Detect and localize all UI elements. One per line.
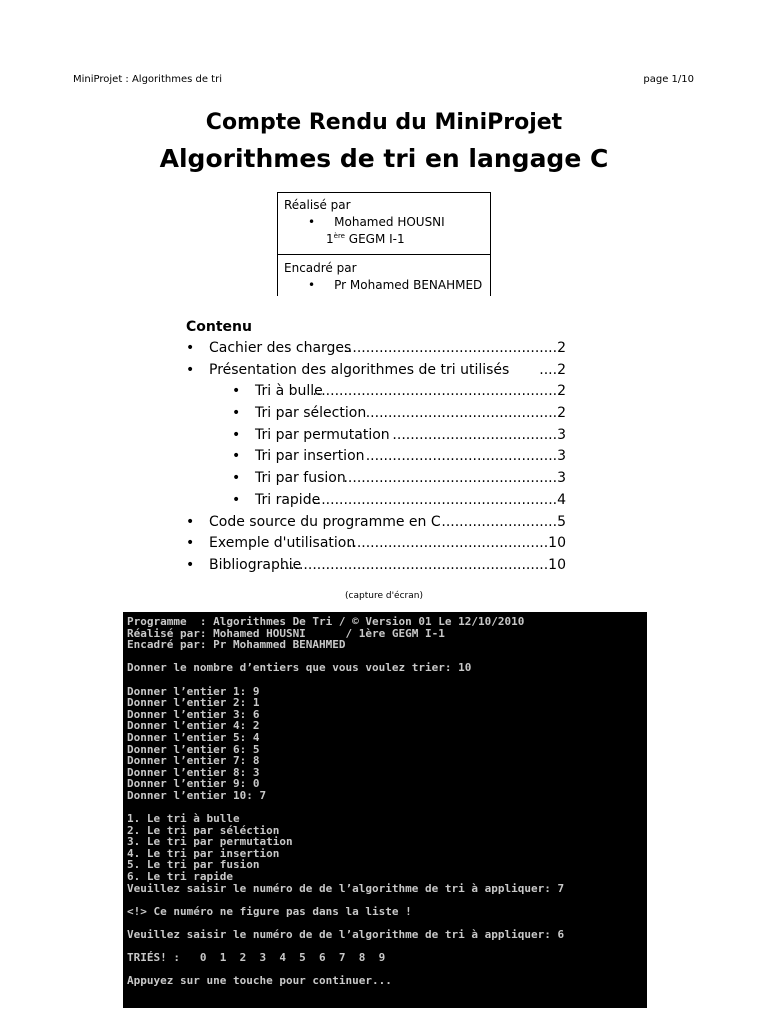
console-line: Donner l’entier 3: 6 [127, 707, 260, 721]
toc-item-text: Tri rapide [255, 491, 321, 508]
running-header-title: MiniProjet : Algorithmes de tri [73, 74, 222, 85]
author-line [284, 214, 484, 231]
toc-subitem [186, 468, 566, 490]
console-line: Donner l’entier 8: 3 [127, 765, 260, 779]
console-line: 6. Le tri rapide [127, 870, 233, 884]
console-line: 1. Le tri à bulle [127, 812, 240, 826]
bullet-icon: • [308, 278, 316, 292]
console-line: <!> Ce numéro ne figure pas dans la liste ! [127, 904, 412, 918]
console-line: Donner l’entier 1: 9 [127, 684, 260, 698]
toc-subitem [186, 425, 566, 447]
console-line: Donner l’entier 4: 2 [127, 719, 260, 733]
toc-item-leader: ....2 [539, 361, 566, 378]
console-line: Donner l’entier 2: 1 [127, 696, 260, 710]
page-number: page 1/10 [643, 74, 694, 85]
toc-item-leader: .......................................................4 [312, 491, 566, 508]
bullet-icon: • [186, 340, 195, 356]
console-line: Réalisé par: Mohamed HOUSNI / 1ère GEGM I-1 [127, 626, 445, 640]
bullet-icon: • [186, 556, 195, 573]
console-screenshot [123, 612, 647, 1008]
bullet-icon: • [186, 513, 195, 530]
bullet-icon: • [232, 405, 241, 422]
toc-item [186, 338, 566, 360]
console-line: Donner l’entier 10: 7 [127, 788, 267, 802]
bullet-icon: • [186, 535, 195, 552]
toc-item-leader: .......................................................2 [312, 383, 566, 400]
console-line: 4. Le tri par insertion [127, 846, 280, 860]
document-title: Compte Rendu du MiniProjet [205, 110, 563, 135]
console-line: Donner le nombre d’entiers que vous voulez trier: 10 [127, 661, 472, 675]
console-line: Veuillez saisir le numéro de de l’algorithme de tri à appliquer: 7 [127, 881, 565, 895]
console-line [127, 674, 643, 686]
toc-item [186, 512, 566, 534]
realise-label: Réalisé par [284, 198, 351, 212]
console-line: 3. Le tri par permutation [127, 835, 293, 849]
toc-heading: Contenu [186, 319, 252, 335]
bullet-icon: • [232, 383, 241, 400]
toc-item-text: Présentation des algorithmes de tri utilisés [209, 361, 510, 378]
bullet-icon: • [232, 426, 241, 443]
toc-subitem [186, 403, 566, 425]
toc-item-leader: .....................................3 [392, 426, 566, 443]
toc-item-text: Tri par sélection [255, 405, 367, 422]
console-line: Veuillez saisir le numéro de de l’algorithme de tri à appliquer: 6 [127, 928, 565, 942]
toc-item-text: Bibliographie [209, 556, 302, 573]
bullet-icon: • [308, 215, 316, 229]
realise-section [278, 193, 490, 255]
toc-item-text: Cachier des charges [209, 340, 352, 356]
console-line: Programme : Algorithmes De Tri / © Version 01 Le 12/10/2010 [127, 615, 525, 628]
supervisor-name: Pr Mohamed BENAHMED [334, 278, 483, 292]
toc-item-leader: ...........................................3 [365, 448, 566, 465]
console-line: Appuyez sur une touche pour continuer... [127, 974, 392, 988]
supervisor-line [284, 277, 484, 294]
toc-item-leader: ................................................2 [343, 340, 566, 356]
toc-item-text: Tri par insertion [255, 448, 365, 465]
toc-item-text: Tri par fusion [255, 470, 346, 487]
screenshot-caption: (capture d'écran) [345, 591, 423, 601]
class-line [284, 231, 484, 248]
bullet-icon: • [232, 470, 241, 487]
toc-item-leader: ................................................3 [343, 470, 566, 487]
encadre-label: Encadré par [284, 261, 357, 275]
toc-subitem [186, 490, 566, 512]
toc-item-text: Tri à bulle [255, 383, 323, 400]
toc-subitem [186, 381, 566, 403]
console-line: Donner l’entier 5: 4 [127, 730, 260, 744]
console-line: Donner l’entier 9: 0 [127, 777, 260, 791]
class-num: 1 [326, 232, 334, 246]
class-rest: GEGM I-1 [344, 232, 405, 246]
console-line: TRIÉS! : 0 1 2 3 4 5 6 7 8 9 [127, 951, 386, 965]
bullet-icon: • [186, 361, 195, 378]
author-name: Mohamed HOUSNI [334, 215, 445, 229]
console-line: Encadré par: Pr Mohammed BENAHMED [127, 638, 346, 652]
table-of-contents [186, 316, 566, 577]
toc-item [186, 555, 566, 577]
toc-subitem [186, 446, 566, 468]
toc-item-text: Code source du programme en C [209, 513, 441, 530]
bullet-icon: • [232, 448, 241, 465]
encadre-section [278, 255, 490, 296]
console-line: Donner l’entier 7: 8 [127, 754, 260, 768]
toc-item-leader: ............................................................10 [281, 556, 566, 573]
toc-item [186, 533, 566, 555]
class-sup: ère [333, 232, 345, 240]
toc-item-leader: ..........................5 [441, 513, 566, 530]
console-line: 5. Le tri par fusion [127, 858, 260, 872]
document-subtitle: Algorithmes de tri en langage C [159, 144, 609, 173]
bullet-icon: • [232, 491, 241, 508]
toc-item-text: Exemple d'utilisation [209, 535, 356, 552]
console-line: Donner l’entier 6: 5 [127, 742, 260, 756]
toc-item [186, 360, 566, 382]
toc-item-leader: .............................................10 [347, 535, 566, 552]
toc-item-leader: ...........................................2 [365, 405, 566, 422]
credits-box [277, 192, 491, 296]
console-line: 2. Le tri par séléction [127, 823, 280, 837]
toc-item-text: Tri par permutation [255, 426, 390, 443]
